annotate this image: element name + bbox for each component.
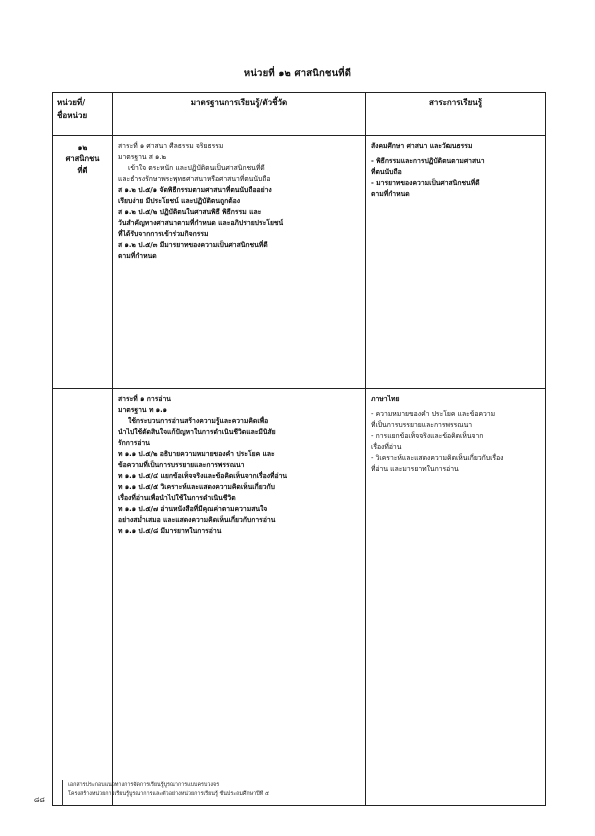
unit-number: ๑๒	[77, 143, 88, 152]
indicator-line: ท ๑.๑ ป.๕/๔ แยกข้อเท็จจริงและข้อคิดเห็นจากเรื่องที่อ่าน	[118, 472, 288, 480]
footer-text	[68, 781, 269, 799]
indicator-line: ท ๑.๑ ป.๕/๘ มีมารยาทในการอ่าน	[118, 527, 222, 535]
content-item: - การแยกข้อเท็จจริงและข้อคิดเห็นจาก	[371, 432, 484, 440]
indicator-line: ข้อความที่เป็นการบรรยายและการพรรณนา	[118, 461, 245, 469]
strand-title: สาระที่ ๑ การอ่าน	[118, 395, 171, 403]
indicator-line: วันสำคัญทางศาสนาตามที่กำหนด และอภิปรายประโยชน์	[118, 219, 284, 227]
unit-cell-empty	[53, 389, 113, 806]
content-cell	[366, 136, 546, 389]
standard-text: รักการอ่าน	[118, 439, 150, 447]
strand-title: สาระที่ ๑ ศาสนา ศีลธรรม จริยธรรม	[118, 142, 224, 150]
content-item: - พิธีกรรมและการปฏิบัติตนตามศาสนา	[371, 157, 485, 165]
unit-cell	[53, 136, 113, 389]
indicator-line: ท ๑.๑ ป.๕/๕ วิเคราะห์และแสดงความคิดเห็นเกี่ยวกับ	[118, 483, 275, 491]
indicator-line: เรื่องที่อ่านเพื่อนำไปใช้ในการดำเนินชีวิต	[118, 494, 236, 502]
standard-text: และธำรงรักษาพระพุทธศาสนาหรือศาสนาที่ตนนับถือ	[118, 175, 271, 183]
table-row	[53, 136, 546, 389]
indicator-line: ส ๑.๒ ป.๕/๒ ปฏิบัติตนในศาสนพิธี พิธีกรรม และ	[118, 208, 262, 216]
content-item: ที่ตนนับถือ	[371, 168, 402, 176]
standards-cell	[113, 136, 366, 389]
footer-line: โครงสร้างหน่วยการเรียนรู้บูรณาการและตัวอย่างหน่วยการเรียนรู้ ชั้นประถมศึกษาปีที่ ๕	[68, 791, 269, 798]
header-standards: มาตรฐานการเรียนรู้/ตัวชี้วัด	[113, 93, 366, 136]
standard-text: เข้าใจ ตระหนัก และปฏิบัติตนเป็นศาสนิกชนที่ดี	[128, 164, 265, 172]
page-number: ๘๘	[34, 796, 45, 804]
footer-divider	[62, 780, 63, 806]
table-row	[53, 389, 546, 806]
indicator-line: อย่างสม่ำเสมอ และแสดงความคิดเห็นเกี่ยวกับการอ่าน	[118, 516, 276, 524]
header-content: สาระการเรียนรู้	[366, 93, 546, 136]
curriculum-table	[52, 92, 546, 806]
page-title: หน่วยที่ ๑๒ ศาสนิกชนที่ดี	[243, 68, 352, 79]
indicator-line: ท ๑.๑ ป.๕/๗ อ่านหนังสือที่มีคุณค่าตามความสนใจ	[118, 505, 268, 513]
content-item: ตามที่กำหนด	[371, 190, 410, 198]
content-item: ที่อ่าน และมารยาทในการอ่าน	[371, 465, 459, 473]
standard-text: นำไปใช้ตัดสินใจแก้ปัญหาในการดำเนินชีวิตและมีนิสัย	[118, 428, 276, 436]
standard-code: มาตรฐาน ส ๑.๒	[118, 153, 166, 161]
indicator-line: เรียบง่าย มีประโยชน์ และปฏิบัติตนถูกต้อง	[118, 197, 241, 205]
subject-title: สังคมศึกษา ศาสนา และวัฒนธรรม	[371, 142, 473, 150]
indicator-line: ท ๑.๑ ป.๕/๒ อธิบายความหมายของคำ ประโยค และ	[118, 450, 275, 458]
content-item: ที่เป็นการบรรยายและการพรรณนา	[371, 421, 473, 429]
page-footer	[34, 780, 554, 808]
footer-line: เอกสารประกอบแนวทางการจัดการเรียนรู้บูรณาการแบบครบวงจร	[68, 782, 220, 788]
subject-title: ภาษาไทย	[371, 395, 400, 403]
content-item: - วิเคราะห์และแสดงความคิดเห็นเกี่ยวกับเรื่อง	[371, 454, 504, 462]
unit-name-line: ศาสนิกชน	[65, 154, 100, 164]
header-unit-line: หน่วยที่/	[57, 98, 86, 107]
table-header-row	[53, 93, 546, 136]
header-unit	[53, 93, 113, 136]
content-item: - ความหมายของคำ ประโยค และข้อความ	[371, 410, 496, 418]
standards-cell	[113, 389, 366, 806]
indicator-line: ตามที่กำหนด	[118, 252, 157, 260]
standard-text: ใช้กระบวนการอ่านสร้างความรู้และความคิดเพื่อ	[128, 417, 269, 425]
content-cell	[366, 389, 546, 806]
content-item: เรื่องที่อ่าน	[371, 443, 402, 451]
indicator-line: ส ๑.๒ ป.๕/๑ จัดพิธีกรรมตามศาสนาที่ตนนับถืออย่าง	[118, 186, 272, 194]
standard-code: มาตรฐาน ท ๑.๑	[118, 406, 167, 414]
indicator-line: ส ๑.๒ ป.๕/๓ มีมารยาทของความเป็นศาสนิกชนที่ดี	[118, 241, 268, 249]
content-item: - มารยาทของความเป็นศาสนิกชนที่ดี	[371, 179, 480, 187]
header-unit-line: ชื่อหน่วย	[57, 111, 88, 120]
unit-name-line: ที่ดี	[77, 165, 88, 175]
indicator-line: ที่ได้รับจากการเข้าร่วมกิจกรรม	[118, 230, 209, 238]
